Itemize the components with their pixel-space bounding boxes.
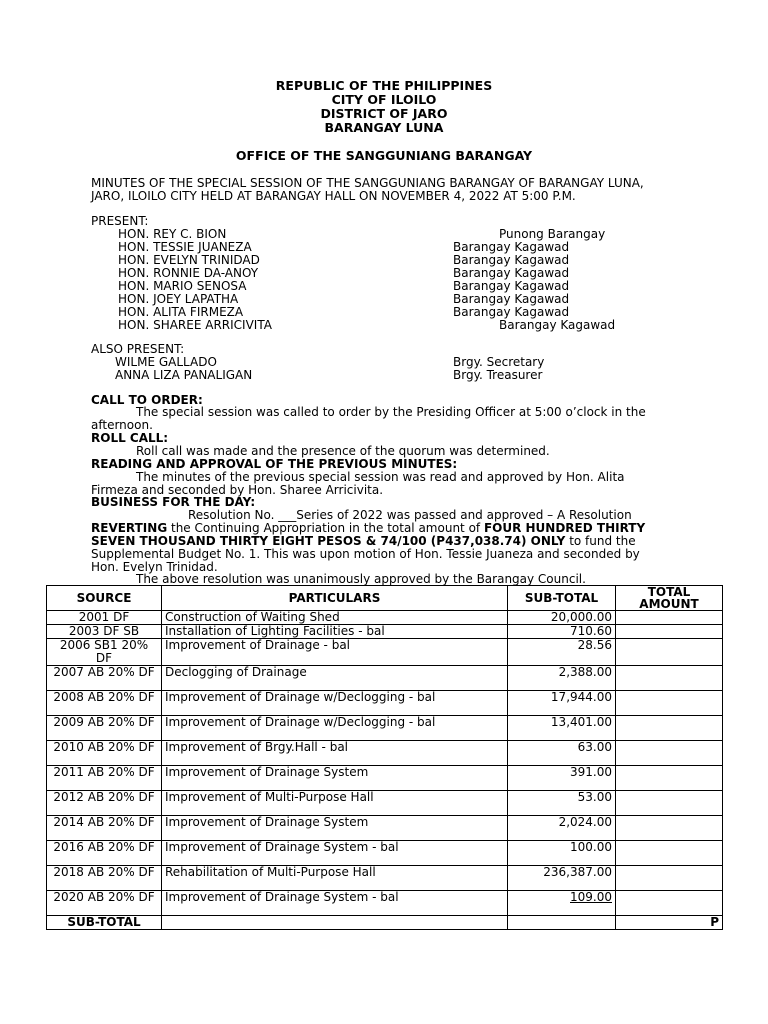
total-cell (616, 791, 723, 816)
source-cell: 2011 AB 20% DF (47, 766, 162, 791)
subtotal-cell: 53.00 (508, 791, 616, 816)
table-row (47, 891, 723, 916)
subtotal-cell (508, 891, 616, 916)
subtotal-cell: 2,388.00 (508, 666, 616, 691)
business-line-4: Supplemental Budget No. 1. This was upon motion of Hon. Tessie Juaneza and seconded by (91, 547, 640, 561)
total-cell (616, 891, 723, 916)
source-cell: 2012 AB 20% DF (47, 791, 162, 816)
particulars-cell: Improvement of Drainage w/Declogging - bal (162, 691, 508, 716)
source-cell: 2009 AB 20% DF (47, 716, 162, 741)
business-heading: BUSINESS FOR THE DAY: (91, 495, 256, 509)
amount-words-part-1: FOUR HUNDRED THIRTY (483, 521, 646, 535)
subtotal-cell: 28.56 (508, 639, 616, 666)
also-present-label: ALSO PRESENT: (91, 342, 185, 356)
table-row (47, 866, 723, 891)
table-row (47, 791, 723, 816)
particulars-cell: Improvement of Brgy.Hall - bal (162, 741, 508, 766)
total-cell (616, 866, 723, 891)
total-cell (616, 716, 723, 741)
table-row (47, 816, 723, 841)
present-name: HON. TESSIE JUANEZA (118, 240, 252, 254)
subtotal-cell: 100.00 (508, 841, 616, 866)
footer-subtotal-label: SUB-TOTAL (47, 916, 162, 930)
call-to-order-line-1: The special session was called to order by the Presiding Officer at 5:00 o’clock in the (136, 405, 646, 419)
header-republic: REPUBLIC OF THE PHILIPPINES (275, 78, 493, 93)
footer-total-cell: P (616, 916, 723, 930)
source-cell: 2001 DF (47, 611, 162, 625)
source-cell: 2006 SB1 20% DF (47, 639, 162, 666)
source-cell: 2003 DF SB (47, 625, 162, 639)
particulars-cell: Improvement of Drainage System - bal (162, 841, 508, 866)
table-row (47, 691, 723, 716)
business-line-2-rest: the Continuing Appropriation in the total amount of (167, 521, 484, 535)
particulars-cell: Improvement of Drainage System (162, 816, 508, 841)
business-line-6: The above resolution was unanimously approved by the Barangay Council. (136, 572, 586, 586)
table-row (47, 841, 723, 866)
particulars-cell: Improvement of Drainage System - bal (162, 891, 508, 916)
present-name: HON. EVELYN TRINIDAD (118, 253, 260, 267)
table-footer-row (47, 916, 723, 930)
source-cell: 2020 AB 20% DF (47, 891, 162, 916)
table-row (47, 716, 723, 741)
particulars-cell: Improvement of Drainage w/Declogging - bal (162, 716, 508, 741)
present-title: Barangay Kagawad (499, 318, 616, 332)
subtotal-cell: 17,944.00 (508, 691, 616, 716)
present-title: Barangay Kagawad (453, 266, 570, 280)
subtotal-cell: 236,387.00 (508, 866, 616, 891)
total-cell (616, 841, 723, 866)
particulars-cell: Improvement of Drainage - bal (162, 639, 508, 666)
total-cell (616, 691, 723, 716)
reading-line-1: The minutes of the previous special session was read and approved by Hon. Alita (136, 470, 625, 484)
particulars-cell: Installation of Lighting Facilities - bal (162, 625, 508, 639)
table-row (47, 639, 723, 666)
particulars-cell: Improvement of Multi-Purpose Hall (162, 791, 508, 816)
present-name: HON. JOEY LAPATHA (118, 292, 239, 306)
present-name: HON. MARIO SENOSA (118, 279, 247, 293)
business-line-1: Resolution No. ___Series of 2022 was passed and approved – A Resolution (188, 508, 632, 522)
call-to-order-line-2: afternoon. (91, 418, 153, 432)
office-title: OFFICE OF THE SANGGUNIANG BARANGAY (235, 148, 533, 163)
particulars-cell: Rehabilitation of Multi-Purpose Hall (162, 866, 508, 891)
header-total-amount: TOTAL AMOUNT (616, 586, 723, 611)
present-title: Barangay Kagawad (453, 292, 570, 306)
total-cell (616, 766, 723, 791)
total-cell (616, 611, 723, 625)
present-name: HON. ALITA FIRMEZA (118, 305, 244, 319)
subtotal-cell: 391.00 (508, 766, 616, 791)
reading-line-2: Firmeza and seconded by Hon. Sharee Arricivita. (91, 483, 384, 497)
subtotal-cell: 20,000.00 (508, 611, 616, 625)
total-cell (616, 741, 723, 766)
present-title: Barangay Kagawad (453, 253, 570, 267)
total-cell (616, 816, 723, 841)
intro-line-1: MINUTES OF THE SPECIAL SESSION OF THE SANGGUNIANG BARANGAY OF BARANGAY LUNA, (91, 176, 644, 190)
roll-call-heading: ROLL CALL: (91, 431, 169, 445)
footer-particulars-cell (162, 916, 508, 930)
table-row (47, 766, 723, 791)
subtotal-underlined-value: 109.00 (570, 890, 612, 904)
header-particulars: PARTICULARS (162, 586, 508, 611)
intro-line-2: JARO, ILOILO CITY HELD AT BARANGAY HALL ON NOVEMBER 4, 2022 AT 5:00 P.M. (91, 189, 576, 203)
also-present-name: WILME GALLADO (115, 355, 217, 369)
particulars-cell: Declogging of Drainage (162, 666, 508, 691)
amount-words-part-2: SEVEN THOUSAND THIRTY EIGHT PESOS & 74/100 (P437,038.74) ONLY (91, 534, 566, 548)
also-present-name: ANNA LIZA PANALIGAN (115, 368, 253, 382)
source-cell: 2010 AB 20% DF (47, 741, 162, 766)
present-name: HON. SHAREE ARRICIVITA (118, 318, 272, 332)
present-title: Punong Barangay (499, 227, 606, 241)
table-header-row (47, 586, 723, 611)
total-cell (616, 666, 723, 691)
subtotal-cell: 710.60 (508, 625, 616, 639)
call-to-order-heading: CALL TO ORDER: (91, 393, 203, 407)
source-cell: 2008 AB 20% DF (47, 691, 162, 716)
header-district: DISTRICT OF JARO (320, 106, 448, 121)
source-cell: 2007 AB 20% DF (47, 666, 162, 691)
roll-call-text: Roll call was made and the presence of the quorum was determined. (136, 444, 550, 458)
table-row (47, 625, 723, 639)
subtotal-cell: 2,024.00 (508, 816, 616, 841)
present-title: Barangay Kagawad (453, 305, 570, 319)
present-title: Barangay Kagawad (453, 240, 570, 254)
header-source: SOURCE (47, 586, 162, 611)
table-row (47, 666, 723, 691)
header-barangay: BARANGAY LUNA (324, 120, 444, 135)
table-row (47, 741, 723, 766)
also-present-title: Brgy. Secretary (453, 355, 545, 369)
header-city: CITY OF ILOILO (331, 92, 437, 107)
subtotal-cell: 63.00 (508, 741, 616, 766)
source-cell: 2014 AB 20% DF (47, 816, 162, 841)
appropriation-table (46, 585, 723, 930)
total-cell (616, 625, 723, 639)
source-cell: 2016 AB 20% DF (47, 841, 162, 866)
total-cell (616, 639, 723, 666)
particulars-cell: Construction of Waiting Shed (162, 611, 508, 625)
header-subtotal: SUB-TOTAL (508, 586, 616, 611)
source-cell: 2018 AB 20% DF (47, 866, 162, 891)
also-present-title: Brgy. Treasurer (453, 368, 543, 382)
reverting-text: REVERTING (91, 521, 168, 535)
reading-heading: READING AND APPROVAL OF THE PREVIOUS MINUTES: (91, 457, 458, 471)
business-line-3-rest: to fund the (565, 534, 636, 548)
footer-subtotal-cell (508, 916, 616, 930)
table-row (47, 611, 723, 625)
present-label: PRESENT: (91, 214, 149, 228)
present-title: Barangay Kagawad (453, 279, 570, 293)
subtotal-cell: 13,401.00 (508, 716, 616, 741)
present-name: HON. REY C. BION (118, 227, 227, 241)
present-name: HON. RONNIE DA-ANOY (118, 266, 259, 280)
particulars-cell: Improvement of Drainage System (162, 766, 508, 791)
business-line-5: Hon. Evelyn Trinidad. (91, 560, 218, 574)
